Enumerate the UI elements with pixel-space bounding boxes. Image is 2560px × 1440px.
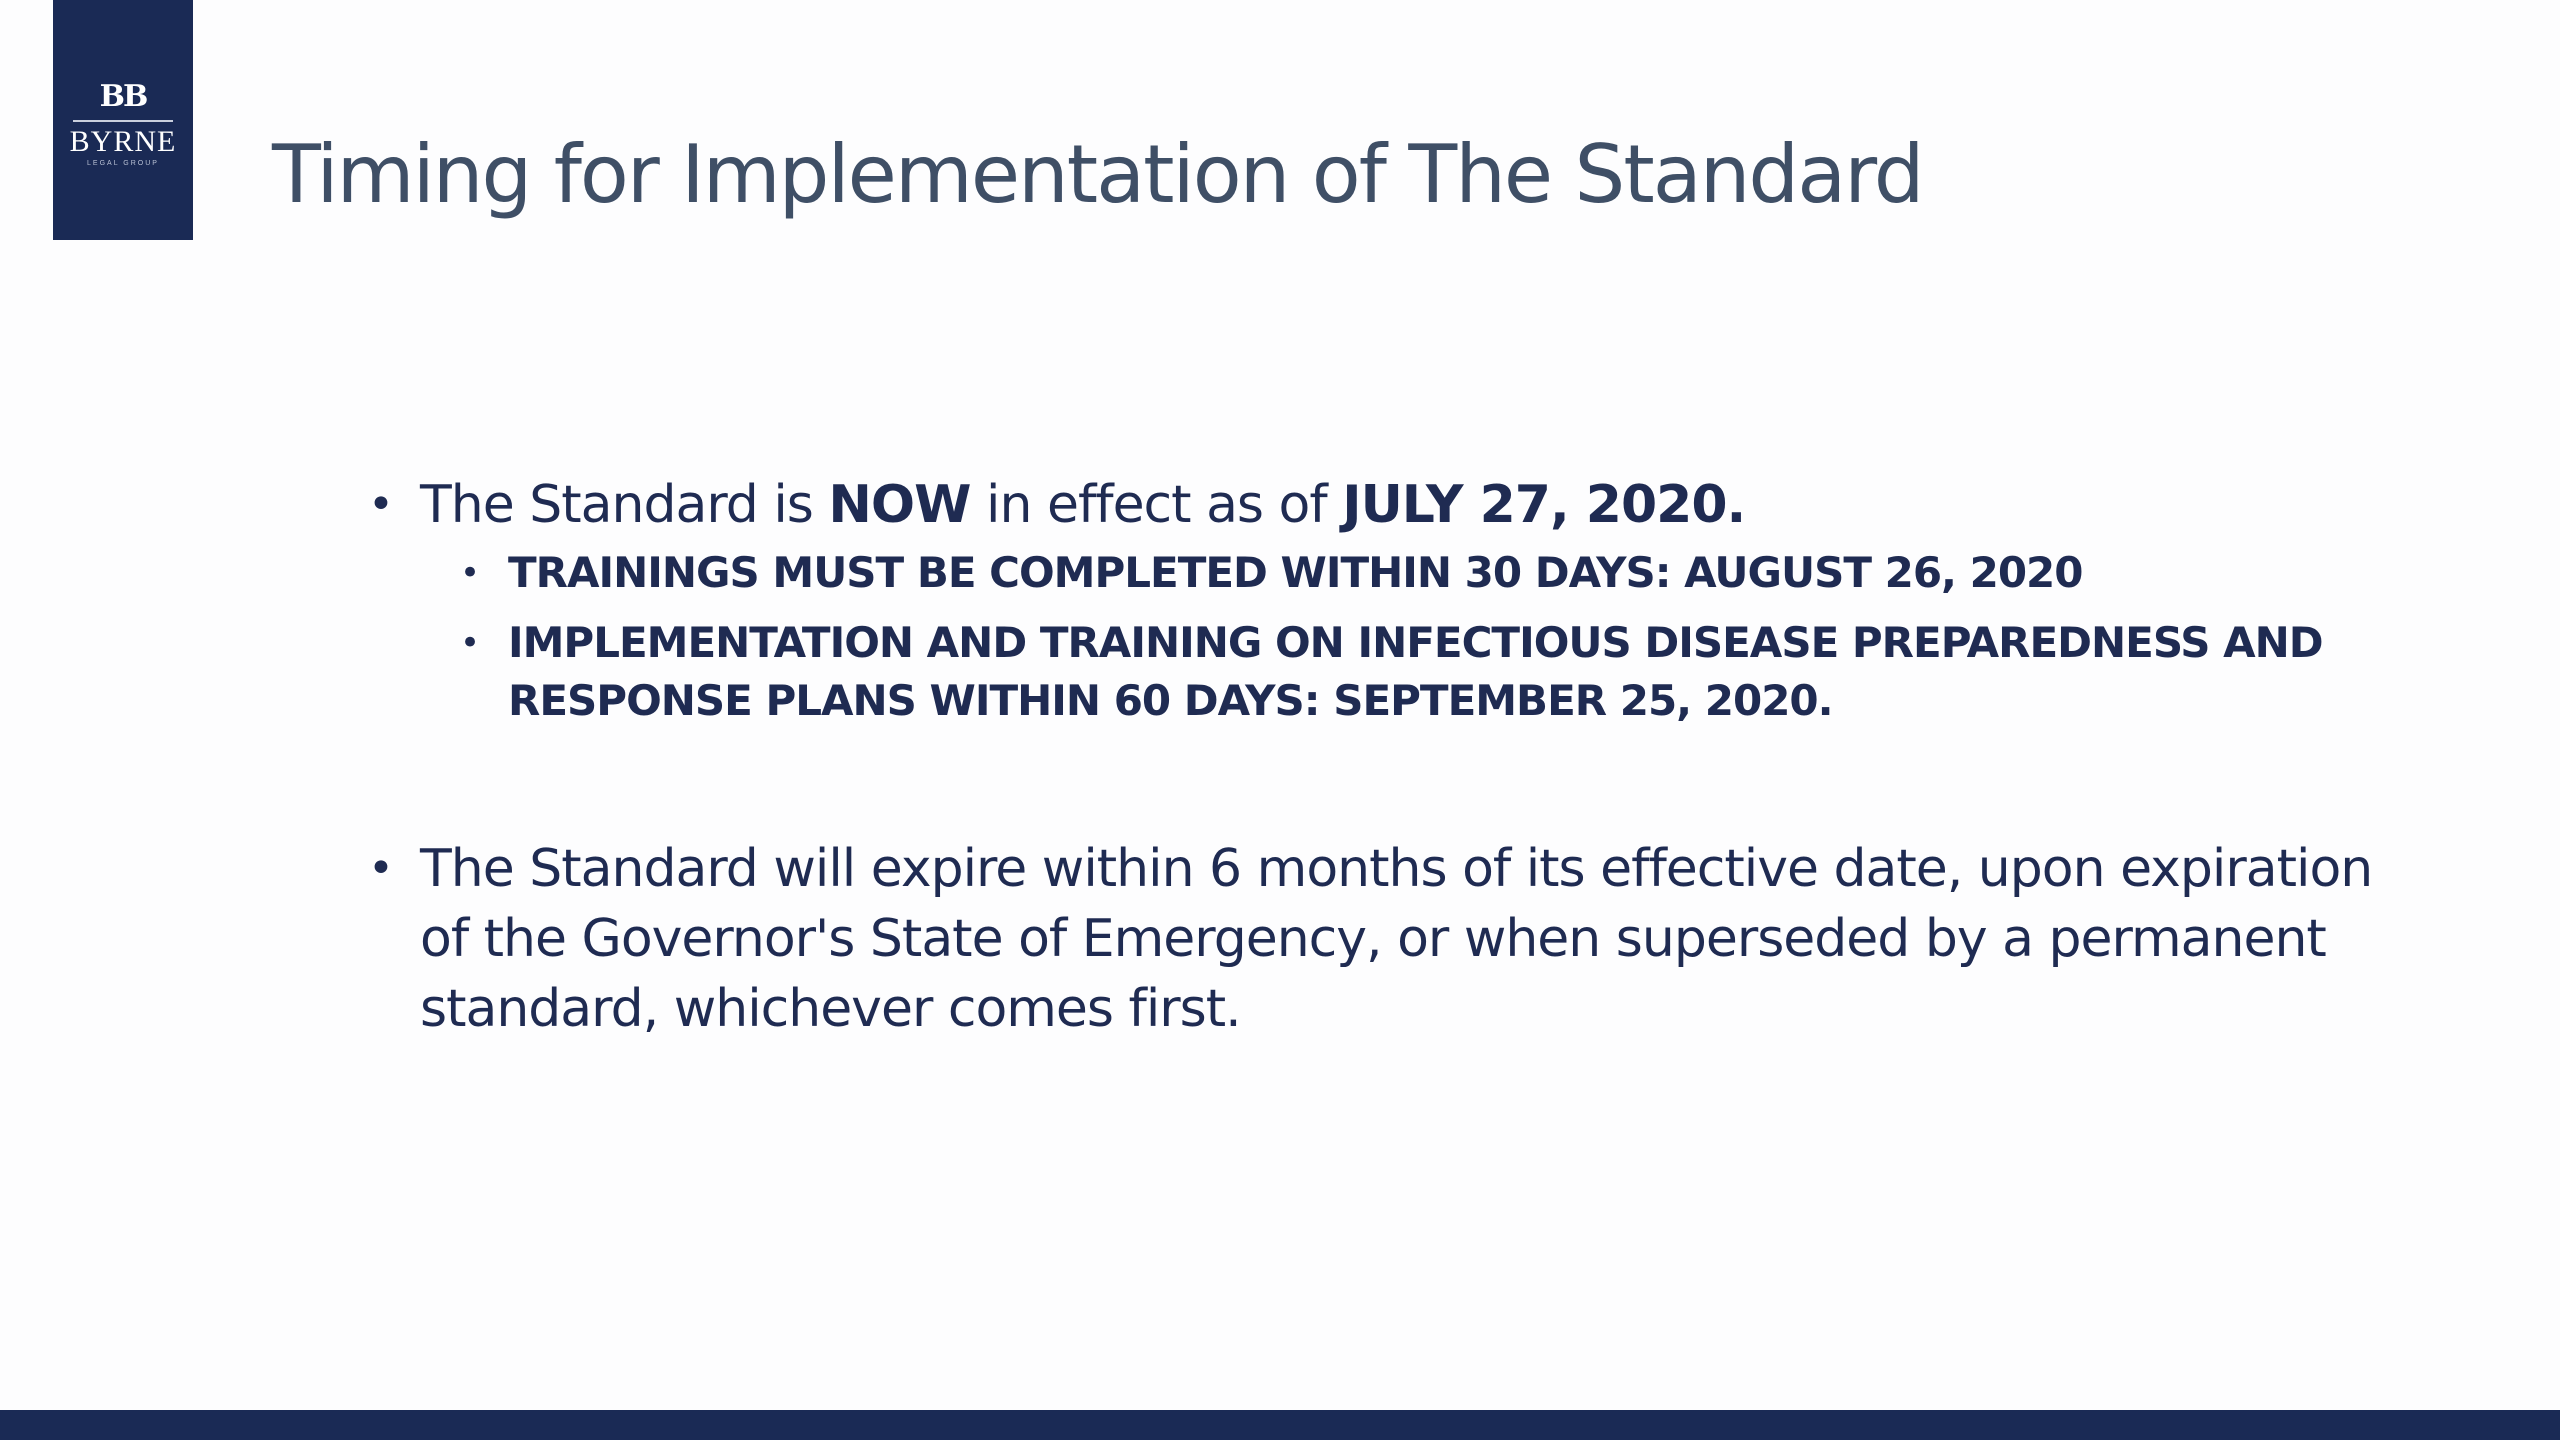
- bullet-text: [420, 470, 1745, 540]
- bullet-text: The Standard will expire within 6 months of its effective date, upon expiration of the Governor's State of Emergency, or when superseded by a permanent standard, whichever comes first.: [420, 839, 2373, 1039]
- byrne-logo: [53, 0, 193, 240]
- sub-bullet-text: TRAININGS MUST BE COMPLETED WITHIN 30 DAYS: AUGUST 26, 2020: [508, 548, 2083, 597]
- bullet-expiration: [368, 834, 2408, 1044]
- sub-bullet-text: IMPLEMENTATION AND TRAINING ON INFECTIOUS DISEASE PREPAREDNESS AND RESPONSE PLANS WITHIN 60 DAYS: SEPTEMBER 25, 2020.: [508, 618, 2323, 725]
- spacer: [368, 742, 2408, 834]
- sub-bullet-dot-icon: •: [460, 553, 481, 593]
- bullet-text-part: in effect as of: [970, 475, 1343, 535]
- slide-body: [368, 470, 2408, 1044]
- bullet-dot-icon: •: [368, 479, 394, 530]
- sub-bullet-training-deadline: [460, 544, 2408, 602]
- sub-bullet-dot-icon: •: [460, 623, 481, 663]
- bullet-emphasis-date: JULY 27, 2020.: [1342, 475, 1746, 535]
- sub-bullet-list: [460, 544, 2408, 730]
- logo-divider: [73, 120, 173, 122]
- logo-name: BYRNE: [69, 125, 177, 158]
- bullet-emphasis-now: NOW: [828, 475, 971, 535]
- logo-subtitle: LEGAL GROUP: [87, 160, 159, 167]
- sub-bullet-plan-deadline: [460, 614, 2408, 730]
- slide-title: Timing for Implementation of The Standard: [272, 128, 1923, 221]
- logo-monogram-icon: BB: [99, 79, 147, 114]
- bullet-text-part: The Standard is: [420, 475, 829, 535]
- footer-bar: [0, 1410, 2560, 1440]
- bullet-dot-icon: •: [368, 843, 394, 894]
- bullet-effective-date: [368, 470, 2408, 540]
